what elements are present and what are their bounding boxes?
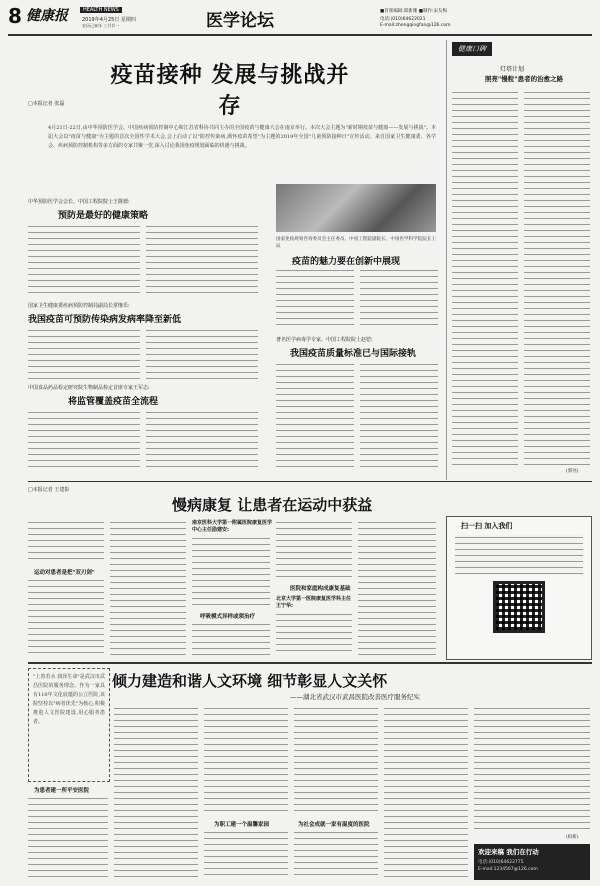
center-head-2: 我国疫苗质量标准已与国际接轨 [290,349,417,359]
qr-join-box [446,516,592,660]
second-text-block-7 [276,612,352,656]
bottom-text-block-8 [474,706,590,832]
lunar-line: 农历己亥年 三月廿一 [82,23,120,28]
bottom-headline: 倾力建造和谐人文环境 细节彰显人文关怀 [112,672,388,690]
bottom-subheadline: ——湖北省武汉市武昌医院改善医疗服务纪实 [290,693,420,701]
masthead [8,4,592,42]
second-text-block-5 [192,622,270,656]
submission-box-line-2: E-mail:1234567@126.com [478,867,538,872]
second-text-block-6 [276,520,352,580]
bottom-sub-1: 为患者建一所平安医院 [34,788,90,794]
second-text-block-1 [28,520,104,564]
qr-box-title: 扫一扫 加入我们 [461,522,513,530]
left-kicker-2: 国家卫生健康委疾病预防控制局副局长常继乐: [28,303,130,309]
top-story-intro: 4月21日-22日,由中华预防医学会、中国疾病预防控制中心和江苏省科协共同主办的全国疫苗与健康大会在南京举行。本次大会主题为"新时期疫苗与健康——发展与挑战"。本届大会以"疫苗与健康"为主题的首次全国性学术大会,会上启动了以"防控传染病,满怀疫苗希望"为主题的2019年全国"儿童预防接种日"宣传活动。来自国家卫生健康委、各学会、疾病预防控制机构等多方面的专家共聚一堂,深入讨论我国免疫规划面临的机遇与挑战。 [48,125,436,149]
section-divider-1 [28,481,592,482]
right-head: 照亮"慢粒"患者的治愈之路 [484,75,564,83]
center-head-1: 疫苗的魅力要在创新中展现 [292,257,401,267]
right-subtitle: 灯塔计划 [500,66,525,73]
second-headline: 慢病康复 让患者在运动中获益 [172,496,373,514]
top-story-byline: □本报记者 张磊 [28,101,65,107]
left-text-block-4 [146,328,258,380]
center-text-block-3 [276,362,354,472]
right-tab-title: 健康口碑 [452,42,492,56]
date-line: 2019年4月25日 星期四 [82,17,136,23]
quote-box-text: "上善若水 润泽生命"是武汉市武昌医院的服务理念。作为一家具有110年文化底蕴的公立医院,该院坚持以"病者优先"为核心,积极推进人文医院建设,用心服务患者。 [33,674,105,725]
left-head-3: 将监管覆盖疫苗全流程 [68,397,159,407]
bottom-text-block-2 [114,706,198,880]
submission-box-title: 欢迎来稿 我们在行动 [478,848,539,856]
section-divider-2 [28,662,592,664]
center-text-block-1 [276,268,354,330]
left-head-1: 预防是最好的健康策略 [57,211,148,221]
second-sub-3: 呼吸模式异样或须治疗 [200,614,256,620]
right-column-tab [452,42,592,58]
bottom-text-block-7 [384,706,468,880]
left-kicker-1: 中华预防医学会会长、中国工程院院士王陇德: [28,199,130,205]
left-text-block-5 [28,410,140,470]
photo-caption: 国家免疫规划咨询委员会主任委员、中国工程院副院长、中国医学科学院院长王辰 [276,237,436,249]
right-text-block-2 [524,90,590,470]
email-line: E-mail:zhengqingfan@126.com [380,23,451,28]
qr-box-text [455,535,583,575]
second-sub-1: 运动对患者是把"双刃剑" [34,570,95,576]
left-column [28,198,268,478]
bottom-text-block-4 [204,830,288,880]
center-text-block-4 [360,362,438,472]
phone-line: 电话:(010)64622021 [380,17,426,22]
second-sub-5: 北京大学第一医院康复医学科主任王宁华: [276,596,352,609]
second-text-block-2 [28,578,104,656]
bottom-text-block-5 [294,706,378,816]
left-text-block-1 [28,224,140,298]
right-signature: (郭亮) [566,469,579,474]
paper-name: 健康报 [26,8,68,24]
left-head-2: 我国疫苗可预防传染病发病率降至新低 [28,315,182,325]
center-text-block-2 [360,268,438,330]
bottom-signature: (柏新) [566,835,579,840]
left-text-block-6 [146,410,258,470]
main-headline: 疫苗接种 发展与挑战并存 [110,62,350,119]
news-photo [276,184,436,232]
qr-code-icon[interactable] [493,581,545,633]
page-number: 8 [8,4,22,28]
second-text-block-4 [192,536,270,608]
bottom-text-block-3 [204,706,288,816]
center-kicker-2: 著名医学病毒学专家、中国工程院院士赵铠: [276,337,373,343]
quote-box [28,668,110,782]
second-story-byline: □本报记者 王建影 [28,487,70,493]
editor-line: ■首席编辑:郑新珊 ■制作:宋友梅 [380,9,447,14]
section-tag: HEALTH NEWS [80,7,122,13]
right-column-divider [446,40,447,480]
second-text-block-8 [358,520,436,656]
left-kicker-3: 中国食品药品检定研究院生物制品检定首席专家王军志: [28,385,150,391]
left-text-block-3 [28,328,140,380]
bottom-text-block-6 [294,830,378,880]
second-text-block-3 [110,520,186,656]
submission-box [474,844,590,880]
bottom-text-block-1 [28,796,108,880]
left-text-block-2 [146,224,258,298]
masthead-rule [8,34,592,36]
second-sub-2: 南京医科大学第一附属医院康复医学中心主任励建安: [192,520,273,533]
section-title: 医学论坛 [206,11,274,31]
bottom-sub-3: 为社会成就一家有温度的医院 [298,822,370,828]
bottom-sub-2: 为职工建一个温馨家园 [214,822,270,828]
second-sub-4: 医院和家庭构成康复基础 [290,586,351,592]
submission-box-line-1: 电话:(010)64622775 [478,860,524,865]
right-text-block-1 [452,90,518,470]
